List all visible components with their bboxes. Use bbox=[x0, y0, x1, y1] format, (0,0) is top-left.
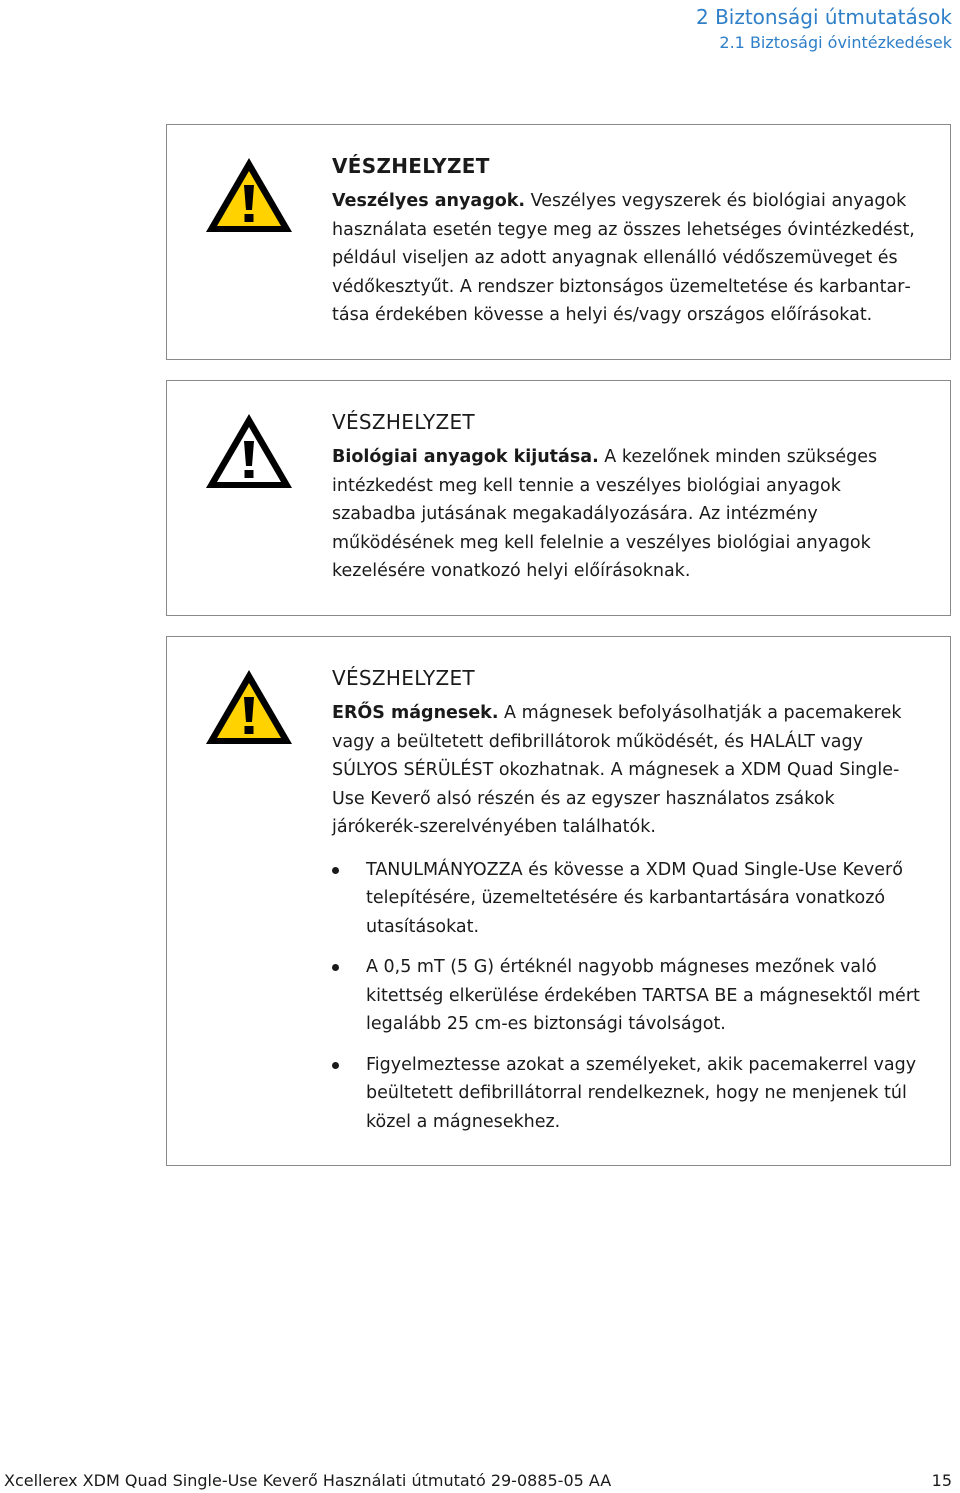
warning-content bbox=[332, 407, 926, 586]
bullet-icon bbox=[332, 867, 339, 874]
warning-title: VÉSZHELYZET bbox=[332, 666, 475, 690]
warning-text bbox=[332, 699, 926, 842]
list-item-text: Figyelmeztesse azokat a személyeket, akik pacemakerrel vagy beültetett defibrillátorral rendelkeznek, hogy ne menjenek túl közel a mágnesekhez. bbox=[366, 1054, 917, 1132]
warning-text bbox=[332, 187, 926, 330]
warning-title: VÉSZHELYZET bbox=[332, 154, 490, 178]
warning-box-strong-magnets bbox=[166, 636, 951, 1166]
warning-bullet-list bbox=[332, 856, 926, 1137]
chapter-title: 2 Biztonsági útmutatások bbox=[695, 5, 952, 29]
warning-text bbox=[332, 443, 926, 586]
list-item bbox=[332, 1051, 926, 1137]
bullet-icon bbox=[332, 964, 339, 971]
list-item-text: TANULMÁNYOZZA és kövesse a XDM Quad Single-Use Keverő telepítésére, üzemeltetésére és karbantartására vonatkozó utasításokat. bbox=[366, 859, 903, 937]
warning-lead: Veszélyes anyagok. bbox=[332, 191, 526, 211]
warning-body: A mágnesek befolyásolhatják a pacemakerek vagy a beültetett defibrillátorok működését, és HALÁLT vagy SÚLYOS SÉRÜLÉST okozhatnak. A mágnesek a XDM Quad Single-Use Keverő alsó részén és az egyszer használatos zsákok járókerék-szerelvényében találhatók. bbox=[332, 703, 902, 837]
warning-body: Veszélyes vegyszerek és biológiai anyagok használata esetén tegye meg az összes lehetséges óvintézkedést, például viseljen az adott anyagnak ellenálló védőszemüveget és védőkesztyűt. A rendszer biztonságos üzemeltetése és karbantartása érdekében kövesse a helyi és/vagy országos előírásokat. bbox=[332, 191, 915, 325]
list-item-text: A 0,5 mT (5 G) értéknél nagyobb mágneses mezőnek való kitettség elkerülése érdekében TARTSA BE a mágnesektől mért legalább 25 cm-es biztonsági távolságot. bbox=[366, 957, 920, 1034]
warning-content bbox=[332, 663, 926, 1148]
warning-content bbox=[332, 151, 926, 330]
page-number: 15 bbox=[931, 1471, 952, 1490]
warning-lead: Biológiai anyagok kijutása. bbox=[332, 447, 599, 467]
document-title: Xcellerex XDM Quad Single-Use Keverő Használati útmutató 29-0885-05 AA bbox=[4, 1471, 612, 1490]
warning-triangle-icon bbox=[203, 411, 295, 491]
section-title: 2.1 Biztosági óvintézkedések bbox=[719, 33, 952, 52]
bullet-icon bbox=[332, 1062, 339, 1069]
warning-body: A kezelőnek minden szükséges intézkedést meg kell tennie a veszélyes biológiai anyagok szabadba jutásának megakadályozására. Az intézmény működésének meg kell felelnie a veszélyes biológiai anyagok kezelésére vonatkozó helyi előírásoknak. bbox=[332, 447, 878, 581]
warning-title: VÉSZHELYZET bbox=[332, 410, 475, 434]
warning-triangle-icon bbox=[203, 667, 295, 747]
page-footer bbox=[4, 1470, 952, 1492]
warning-lead: ERŐS mágnesek. bbox=[332, 703, 499, 723]
warning-box-biological-release bbox=[166, 380, 951, 616]
list-item bbox=[332, 953, 926, 1039]
list-item bbox=[332, 856, 926, 942]
page-header bbox=[696, 4, 952, 56]
warning-box-hazardous-materials bbox=[166, 124, 951, 360]
warning-triangle-icon bbox=[203, 155, 295, 235]
